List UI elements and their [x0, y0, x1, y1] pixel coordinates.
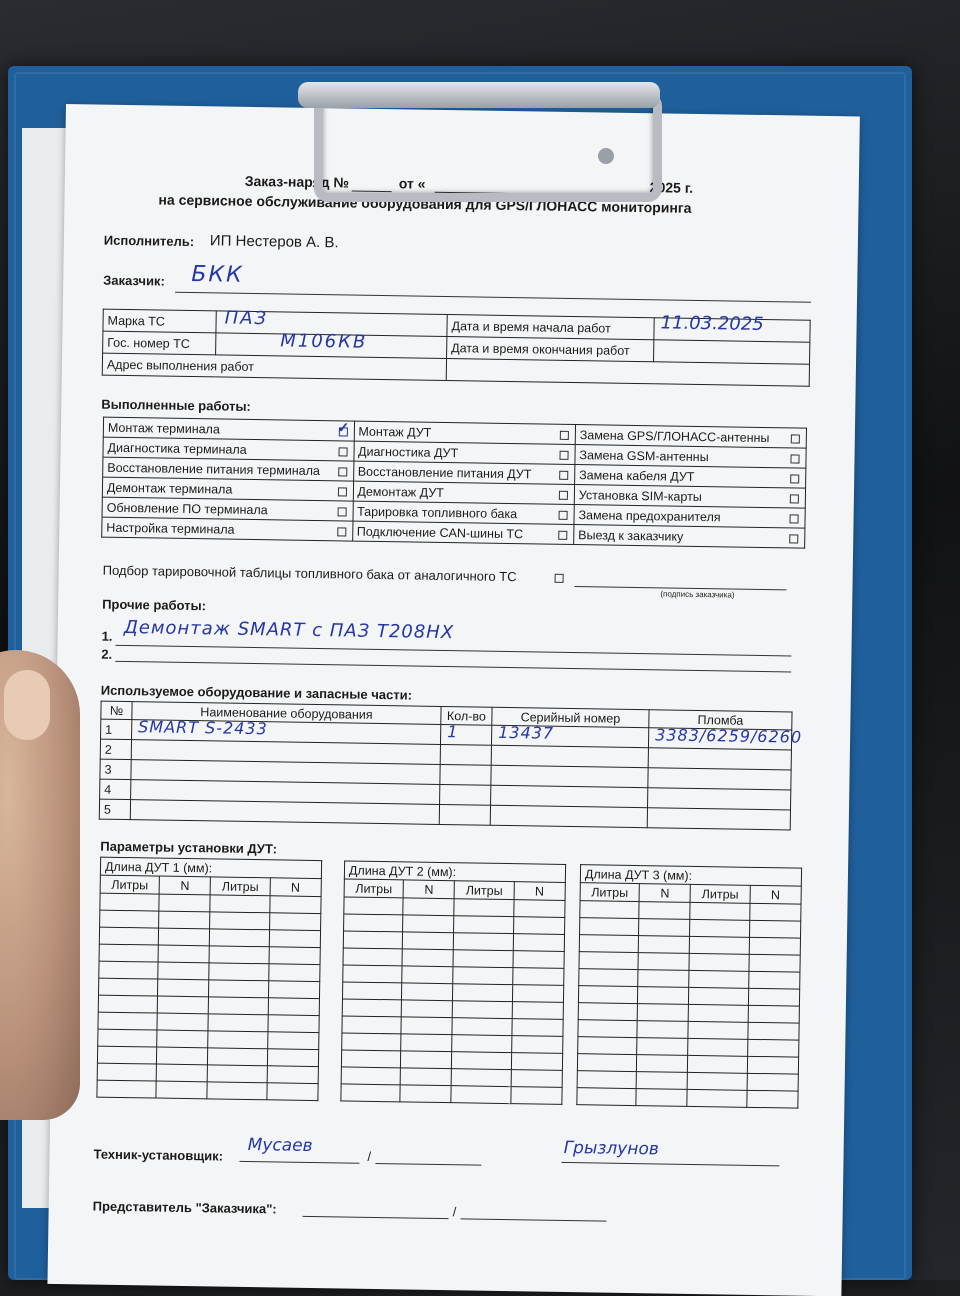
work-checkbox[interactable]	[790, 494, 799, 503]
customer-value: БКК	[191, 261, 244, 288]
row-number: 4	[100, 779, 131, 799]
work-item-label: Подключение CAN-шины ТС	[356, 524, 524, 541]
start-label: Дата и время начала работ	[447, 315, 654, 340]
work-item-label: Монтаж ДУТ	[358, 424, 432, 440]
dut-table-2	[340, 860, 566, 1104]
work-item-label: Диагностика ДУТ	[357, 444, 459, 460]
signature-caption: (подпись заказчика)	[660, 589, 735, 600]
dut-column-header: N	[514, 882, 566, 901]
equipment-table	[99, 701, 803, 831]
dut-column-header: Литры	[100, 875, 159, 894]
dut-title: Параметры установки ДУТ:	[100, 838, 278, 857]
row-number: 1	[101, 719, 132, 739]
equipment-title: Используемое оборудование и запасные части:	[100, 682, 413, 703]
vehicle-table	[102, 309, 811, 387]
calibration-checkbox[interactable]	[555, 574, 564, 583]
equipment-serial-cell: 13437	[498, 722, 555, 743]
work-item-label: Тарировка топливного бака	[357, 504, 518, 521]
rep-label: Представитель "Заказчика":	[92, 1198, 277, 1217]
dut-table-title: Длина ДУТ 3 (мм):	[580, 865, 801, 886]
title-part2: от «	[398, 175, 426, 192]
work-item-label: Демонтаж терминала	[106, 480, 233, 497]
work-item-label: Обновление ПО терминала	[106, 500, 268, 517]
dut-column-header: N	[270, 878, 322, 897]
dut-column-header: Литры	[344, 879, 403, 898]
work-order-sheet: Заказ-наряд № от « 2025 г. на сервисное обслуживание оборудования для GPS/ГЛОНАСС мониторинга Исполнитель: ИП Нестеров А. В. Заказчик: БКК Марка ТС ПАЗ Дата и время начала работ 11.03.2025 Гос. номер ТС М106КВ Дата и время окончания работ Адрес выполнения работ Выполненные работы: Монтаж терминала ✓ Монтаж ДУТ Замена GPS/ГЛОНАСС-антенны Диагностика терминала Диагностика ДУТ Замена GSM-антенны Восстановление питания терминала Восстановление питания ДУТ Замена кабеля ДУТ Демонтаж терминала Демонтаж ДУТ Установка SIM-карты Обновление ПО терминала Тарировка топливного бака Замена предохранителя Настройка терминала Подключение CAN-шины ТС Выезд к заказчику Подбор тарировочной таблицы топливного бака от аналогичного ТС (подпись заказчика) Прочие работы: 1. Демонтаж SMART с ПАЗ Т208НХ 2. Используемое оборудование и запасные части: № Наименование оборудования Кол-во Серийный номер Пломба 1 SMART S-2433 1 13437 3383/6259/6260 2 3 4 5 Параметры установки ДУТ: Длина ДУТ 1 (мм): Литры N Литры N Длина ДУТ 2 (мм): Литры N Литры N Длина ДУТ 3 (мм): Литры N Литры N Техник-установщик: Мусаев / Грызлунов Представитель "Заказчика": /	[47, 104, 859, 1296]
dut-table-title: Длина ДУТ 2 (мм):	[344, 861, 565, 882]
work-checkbox[interactable]	[790, 474, 799, 483]
brand-label: Марка ТС	[103, 309, 216, 333]
work-checkbox[interactable]	[559, 471, 568, 480]
customer-label: Заказчик:	[103, 272, 165, 289]
other-item1-value: Демонтаж SMART с ПАЗ Т208НХ	[123, 616, 455, 644]
dut-column-header: Литры	[691, 884, 750, 903]
subtitle: на сервисное обслуживание оборудования для GPS/ГЛОНАСС мониторинга	[158, 191, 692, 216]
work-checkbox[interactable]	[337, 419, 350, 436]
tech-label: Техник-установщик:	[93, 1146, 224, 1164]
works-table	[101, 417, 807, 549]
work-checkbox[interactable]	[789, 534, 798, 543]
other-title: Прочие работы:	[102, 596, 207, 614]
tech-signature: Мусаев	[247, 1134, 313, 1157]
equipment-seal-cell: 3383/6259/6260	[655, 725, 803, 747]
dut-table-3	[576, 864, 802, 1108]
equipment-header: Серийный номер	[492, 707, 649, 727]
work-checkbox[interactable]	[560, 431, 569, 440]
work-item-label: Замена GPS/ГЛОНАСС-антенны	[579, 427, 770, 445]
work-item-label: Демонтаж ДУТ	[357, 484, 444, 500]
dut-table-1	[96, 857, 322, 1101]
thumb-nail	[4, 670, 50, 740]
clipboard-clip	[298, 82, 660, 194]
equipment-header: Пломба	[649, 710, 792, 730]
second-signature: Грызлунов	[563, 1137, 659, 1160]
work-item-label: Замена предохранителя	[578, 507, 721, 524]
address-label: Адрес выполнения работ	[102, 353, 446, 380]
work-checkbox[interactable]	[558, 511, 567, 520]
dut-column-header: N	[403, 880, 455, 899]
plate-value: М106КВ	[280, 330, 368, 353]
work-item-label: Диагностика терминала	[107, 440, 247, 457]
other-item2-num: 2.	[101, 646, 113, 662]
equipment-header: Наименование оборудования	[132, 702, 441, 725]
work-checkbox[interactable]	[337, 507, 346, 516]
row-number: 3	[100, 759, 131, 779]
work-item-label: Выезд к заказчику	[578, 527, 684, 544]
work-checkbox[interactable]	[338, 467, 347, 476]
calibration-text: Подбор тарировочной таблицы топливного бака от аналогичного ТС	[102, 562, 517, 585]
works-title: Выполненные работы:	[101, 396, 251, 414]
row-number: 5	[99, 799, 130, 819]
brand-value: ПАЗ	[224, 307, 269, 330]
work-checkbox[interactable]	[790, 514, 799, 523]
work-item-label: Монтаж терминала	[107, 420, 220, 436]
plate-label: Гос. номер ТС	[103, 331, 216, 355]
dut-column-header: N	[159, 876, 211, 895]
work-item-label: Настройка терминала	[106, 520, 235, 537]
title-year: 2025 г.	[649, 179, 694, 196]
work-checkbox[interactable]	[559, 491, 568, 500]
executor-value: ИП Нестеров А. В.	[209, 232, 339, 252]
work-checkbox[interactable]	[791, 434, 800, 443]
work-checkbox[interactable]	[337, 527, 346, 536]
start-value: 11.03.2025	[660, 312, 764, 335]
work-item-label: Восстановление питания ДУТ	[357, 464, 532, 481]
work-checkbox[interactable]	[559, 451, 568, 460]
work-item-label: Замена кабеля ДУТ	[579, 467, 695, 484]
work-checkbox[interactable]	[338, 447, 347, 456]
other-item1-num: 1.	[101, 628, 113, 644]
work-checkbox[interactable]	[337, 487, 346, 496]
row-number: 2	[100, 739, 131, 759]
dut-table-title: Длина ДУТ 1 (мм):	[100, 857, 321, 878]
end-label: Дата и время окончания работ	[447, 337, 654, 362]
title-part1: Заказ-наряд №	[244, 172, 350, 191]
work-checkbox[interactable]	[558, 531, 567, 540]
work-item-label: Установка SIM-карты	[578, 487, 702, 504]
dut-column-header: N	[639, 884, 691, 903]
equipment-qty-cell: 1	[447, 722, 459, 742]
executor-label: Исполнитель:	[103, 232, 195, 250]
work-item-label: Замена GSM-антенны	[579, 447, 709, 464]
work-item-label: Восстановление питания терминала	[107, 460, 321, 478]
checkmark-icon: ✓	[337, 419, 350, 436]
equipment-header: Кол-во	[441, 706, 492, 725]
equipment-name-cell: SMART S-2433	[138, 717, 268, 739]
equipment-header: №	[101, 701, 132, 719]
dut-column-header: Литры	[211, 877, 270, 896]
dut-column-header: Литры	[455, 881, 514, 900]
dut-column-header: Литры	[580, 883, 639, 902]
work-checkbox[interactable]	[790, 454, 799, 463]
dut-column-header: N	[750, 885, 802, 904]
